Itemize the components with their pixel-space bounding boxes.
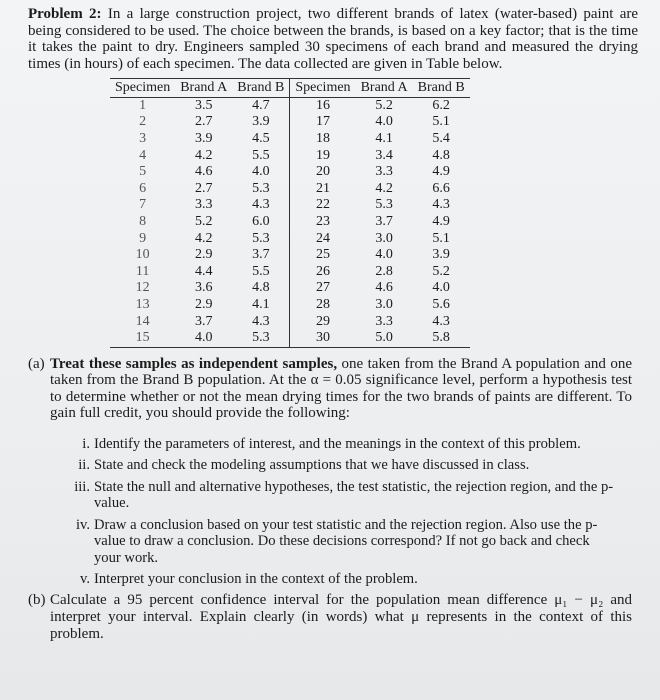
list-item	[64, 571, 638, 587]
table-cell: 5.2	[432, 263, 450, 279]
table-cell: 5	[139, 164, 147, 180]
table-cell: 3.6	[195, 280, 213, 296]
part-a-body-text: one taken from the Brand A population and one taken from the Brand B population. At the α = 0.05 significance level, perform a hypothesis test to determine whether or not the mean drying times for the two brands of paints are different. To gain full credit, you should provide the following:	[50, 355, 633, 422]
table-header-row	[110, 79, 470, 97]
table-cell: 5.2	[375, 97, 393, 113]
table-cell: 3.7	[232, 247, 290, 264]
table-row	[110, 297, 470, 314]
table-cell: 30	[290, 330, 356, 347]
table-cell: 3.0	[375, 230, 393, 246]
table-cell: 4.3	[232, 197, 290, 214]
table-cell: 5.3	[232, 181, 290, 198]
header-brand-b-1: Brand B	[232, 79, 290, 97]
table-cell: 2.9	[195, 297, 213, 312]
header-brand-a-2: Brand A	[356, 79, 413, 97]
table-cell: 18	[315, 131, 330, 147]
table-row	[110, 131, 470, 148]
table-cell: 3	[139, 131, 147, 147]
list-item	[64, 517, 638, 566]
table-cell: 7	[139, 197, 147, 213]
table-cell: 5.1	[432, 114, 450, 130]
list-item-number: i.	[82, 436, 90, 453]
table-cell: 4.9	[432, 164, 450, 180]
list-item-number: v.	[80, 570, 90, 587]
table-cell: 5.6	[432, 297, 450, 312]
list-item	[64, 457, 638, 473]
table-cell: 4.6	[375, 280, 393, 296]
table-cell: 3.0	[375, 297, 393, 312]
part-b-marker: (b)	[28, 592, 46, 609]
table-cell: 5.1	[432, 230, 450, 246]
header-specimen-1: Specimen	[110, 79, 175, 97]
table-cell: 5.5	[232, 148, 290, 165]
table-cell: 4.0	[232, 164, 290, 181]
table-cell: 4.0	[175, 330, 232, 347]
table-cell: 4.3	[432, 313, 450, 329]
list-item-number: iv.	[75, 516, 90, 533]
part-b-text: Calculate a 95 percent confidence interval for the population mean difference μ₁ − μ₂ and interpret your interval. Explain clearly (in words) what μ represents in the context of this problem.	[50, 592, 632, 642]
table-cell: 3.9	[232, 114, 290, 131]
table-cell: 4.6	[195, 164, 213, 180]
table-cell: 15	[110, 330, 175, 347]
table-cell: 4.9	[432, 214, 450, 230]
problem-label: Problem 2:	[28, 6, 102, 22]
table-cell: 4.5	[232, 131, 290, 148]
list-item-text: Draw a conclusion based on your test statistic and the rejection region. Also use the p-value to draw a conclusion. Do these decisions correspond? If not go back and check your work.	[94, 516, 598, 566]
table-cell: 9	[139, 230, 147, 246]
table-cell: 5.3	[232, 330, 290, 347]
table-cell: 24	[315, 230, 330, 246]
table-cell: 11	[135, 263, 150, 279]
table-cell: 5.8	[413, 330, 470, 347]
table-cell: 3.4	[375, 147, 393, 163]
table-cell: 25	[315, 247, 330, 263]
table-cell: 22	[315, 197, 330, 213]
table-row	[110, 330, 470, 347]
table-cell: 27	[315, 280, 330, 296]
table-cell: 5.5	[232, 264, 290, 281]
table-cell: 2.8	[375, 263, 393, 279]
table-cell: 4.0	[375, 114, 393, 130]
table-cell: 2.9	[195, 247, 213, 263]
table-cell: 3.9	[432, 247, 450, 263]
table-cell: 6.0	[232, 214, 290, 231]
header-specimen-2: Specimen	[290, 79, 356, 97]
problem-intro	[28, 6, 638, 72]
table-cell: 29	[315, 313, 330, 329]
problem-intro-text: In a large construction project, two different brands of latex (water-based) paint are being considered to be used. The choice between the brands, is based on a key factor; that is the time it takes the paint to dry. Engineers sampled 30 specimens of each brand and measured the drying times (in hours) of each specimen. The data collected are given in Table below.	[28, 6, 639, 72]
table-cell: 2	[139, 114, 147, 130]
table-cell: 3.7	[375, 214, 393, 230]
list-item	[64, 436, 638, 452]
list-item-number: ii.	[78, 457, 90, 474]
table-cell: 5.3	[232, 231, 290, 248]
table-cell: 6.6	[432, 180, 450, 196]
table-cell: 21	[315, 180, 330, 196]
table-row	[110, 197, 470, 214]
part-a-marker: (a)	[28, 355, 45, 372]
table-cell: 5.3	[375, 197, 393, 213]
table-row	[110, 148, 470, 165]
list-item-text: Identify the parameters of interest, and the meanings in the context of this problem.	[94, 436, 581, 453]
part-a-sub-list	[64, 436, 638, 587]
table-cell: 19	[315, 147, 330, 163]
table-row	[110, 214, 470, 231]
table-row	[110, 164, 470, 181]
drying-times-table	[110, 78, 470, 347]
list-item-text: State and check the modeling assumptions that we have discussed in class.	[94, 457, 530, 474]
list-item-number: iii.	[74, 478, 90, 495]
table-cell: 4.0	[432, 280, 450, 296]
part-a-bold-text: Treat these samples as independent samples,	[50, 355, 338, 372]
table-cell: 17	[315, 114, 330, 130]
table-cell: 4.3	[232, 314, 290, 331]
part-a-text	[50, 356, 638, 422]
table-cell: 4.1	[375, 131, 393, 147]
table-cell: 4.2	[195, 147, 213, 163]
table-cell: 20	[315, 164, 330, 180]
table-cell: 5.0	[356, 330, 413, 347]
table-cell: 4.7	[232, 97, 290, 114]
table-cell: 6	[139, 180, 147, 196]
table-cell: 8	[139, 214, 147, 230]
table-cell: 26	[315, 263, 330, 279]
table-row	[110, 181, 470, 198]
table-row	[110, 114, 470, 131]
table-cell: 6.2	[432, 97, 450, 113]
table-row	[110, 264, 470, 281]
table-cell: 4.8	[432, 147, 450, 163]
part-b	[28, 592, 638, 642]
table-cell: 28	[315, 297, 330, 312]
table-cell: 3.3	[195, 197, 213, 213]
header-brand-b-2: Brand B	[413, 79, 470, 97]
table-cell: 3.3	[375, 164, 393, 180]
table-cell: 5.2	[195, 214, 213, 230]
table-cell: 4	[139, 147, 147, 163]
table-row	[110, 97, 470, 114]
table-cell: 10	[135, 247, 150, 263]
table-row	[110, 314, 470, 331]
table-cell: 3.7	[195, 313, 213, 329]
table-cell: 4.4	[195, 263, 213, 279]
table-cell: 13	[135, 297, 150, 312]
table-row	[110, 247, 470, 264]
table-cell: 1	[139, 97, 147, 113]
header-brand-a-1: Brand A	[175, 79, 232, 97]
part-a	[28, 356, 638, 588]
table-cell: 3.5	[195, 97, 213, 113]
table-cell: 4.8	[232, 280, 290, 297]
table-cell: 12	[135, 280, 150, 296]
table-cell: 4.0	[375, 247, 393, 263]
table-cell: 4.1	[232, 297, 290, 314]
list-item-text: State the null and alternative hypotheses, the test statistic, the rejection region, and the p-value.	[94, 478, 614, 512]
list-item-text: Interpret your conclusion in the context of the problem.	[94, 570, 418, 587]
table-cell: 14	[135, 313, 150, 329]
table-cell: 4.2	[195, 230, 213, 246]
table-cell: 16	[315, 97, 330, 113]
table-cell: 3.3	[375, 313, 393, 329]
table-cell: 4.2	[375, 180, 393, 196]
table-row	[110, 231, 470, 248]
table-body	[110, 97, 470, 347]
table-cell: 3.9	[195, 131, 213, 147]
table-cell: 5.4	[432, 131, 450, 147]
table-cell: 2.7	[195, 114, 213, 130]
table-cell: 2.7	[195, 180, 213, 196]
list-item	[64, 479, 638, 512]
table-cell: 4.3	[432, 197, 450, 213]
table-row	[110, 280, 470, 297]
table-cell: 23	[315, 214, 330, 230]
